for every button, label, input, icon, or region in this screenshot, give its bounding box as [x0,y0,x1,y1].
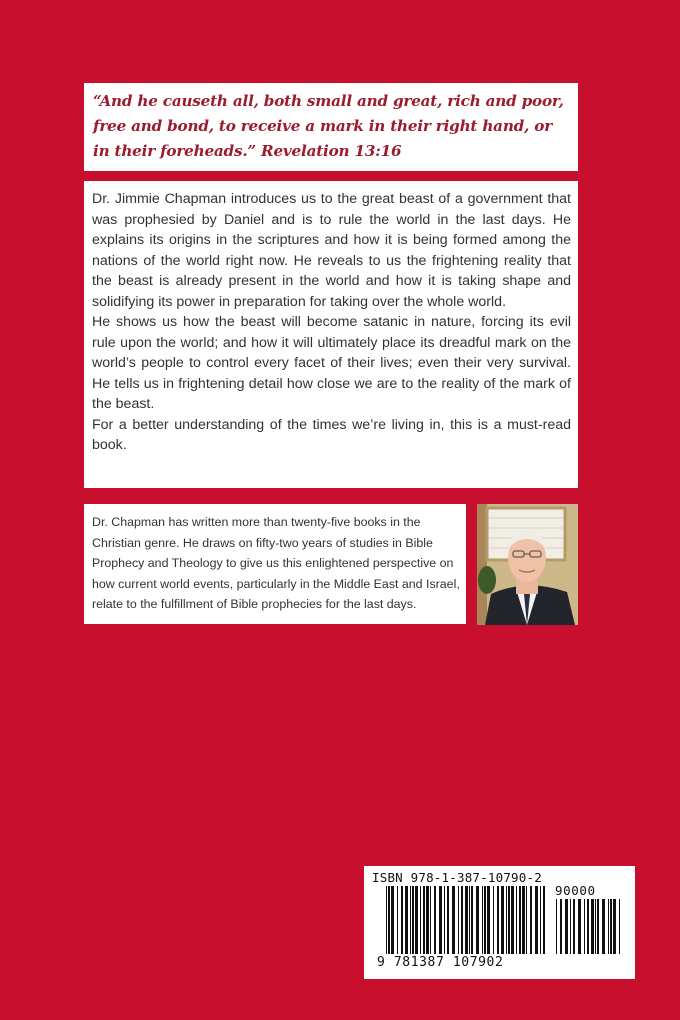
description-paragraph-1: Dr. Jimmie Chapman introduces us to the great beast of a government that was prophesied by Daniel and is to rule the world in the last days. He explains its origins in the scriptures and how it is being formed among the nations of the world right now. He reveals to us the frightening reality that the beast is already present in the world and how it is taking shape and solidifying its power in preparation for taking over the whole world. [92,191,571,310]
quote-panel [84,83,578,171]
description-paragraph-3: For a better understanding of the times we’re living in, this is a must-read book. [92,416,571,453]
price-code: 90000 [555,883,596,898]
author-photo [477,504,578,625]
author-bio-panel [84,504,466,624]
isbn-label: ISBN 978-1-387-10790-2 [372,870,542,885]
description-paragraph-2: He shows us how the beast will become satanic in nature, forcing its evil rule upon the world; and how it will ultimately place its dreadful mark on the world’s people to control every facet of their lives; even their very survival. He tells us in frightening detail how close we are to the reality of the mark of the beast. [92,314,571,412]
author-bio: Dr. Chapman has written more than twenty-five books in the Christian genre. He draws on fifty-two years of studies in Bible Prophecy and Theology to give us this enlightened perspective on how current world events, particularly in the Middle East and Israel, relate to the fulfillment of Bible prophecies for the last days. [92,515,460,611]
bible-quote: “And he causeth all, both small and great, rich and poor, free and bond, to receive a mark in their right hand, or in their foreheads.” Revelation 13:16 [93,92,564,160]
author-portrait-icon [477,504,578,625]
barcode-digits: 9 781387 107902 [377,955,504,970]
barcode-panel [364,866,635,979]
description-panel [84,181,578,488]
